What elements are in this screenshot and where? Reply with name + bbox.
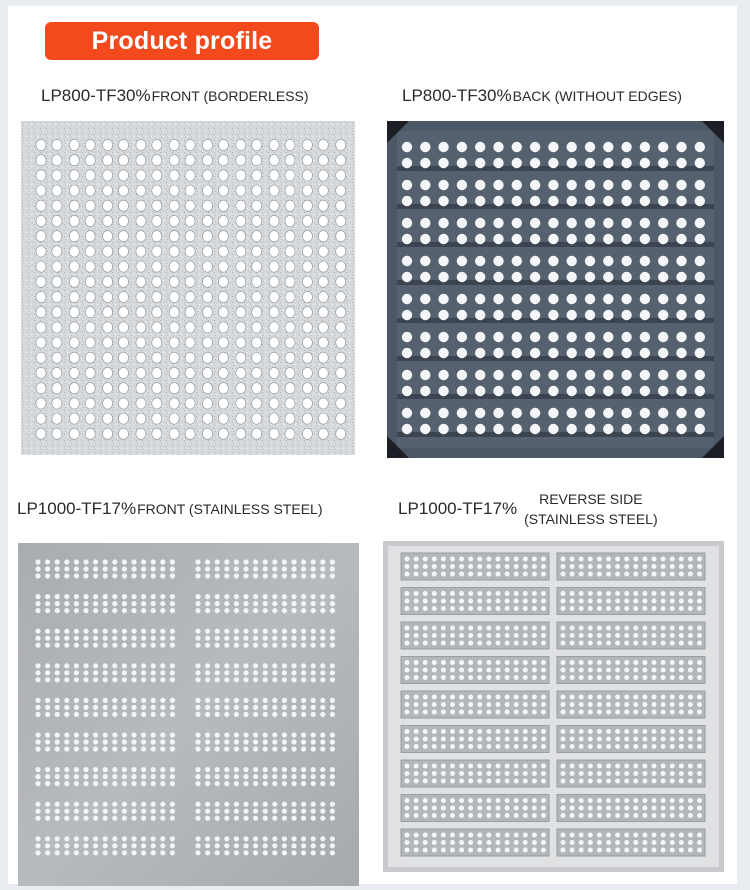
panel-4-svg: [383, 541, 724, 872]
perforated-panel-back-dark-image: [387, 121, 724, 458]
product-model: LP1000-TF17%: [17, 499, 137, 518]
perforated-panel-front-steel-image: [18, 543, 359, 886]
product-label-1: [41, 86, 309, 106]
panel-2-svg: [387, 121, 724, 458]
perforated-panel-front-speckled-image: [21, 121, 355, 455]
product-label-3: [17, 499, 322, 519]
product-profile-badge: [45, 22, 319, 60]
product-description: FRONT (BORDERLESS): [151, 88, 309, 104]
product-description: FRONT (STAINLESS STEEL): [137, 501, 323, 517]
product-label-4: [398, 489, 658, 529]
badge-title: Product profile: [91, 26, 273, 55]
panel-3-svg: [18, 543, 359, 886]
product-model: LP800-TF30%: [41, 86, 151, 105]
product-description: BACK (WITHOUT EDGES): [512, 88, 682, 104]
product-model: LP1000-TF17%: [398, 499, 518, 518]
description-line-1: REVERSE SIDE: [539, 491, 643, 507]
product-label-2: [402, 86, 682, 106]
description-line-2: (STAINLESS STEEL): [524, 511, 658, 527]
product-description: [524, 489, 658, 529]
panel-1-svg: [21, 121, 355, 455]
product-model: LP800-TF30%: [402, 86, 512, 105]
perforated-panel-reverse-steel-image: [383, 541, 724, 872]
